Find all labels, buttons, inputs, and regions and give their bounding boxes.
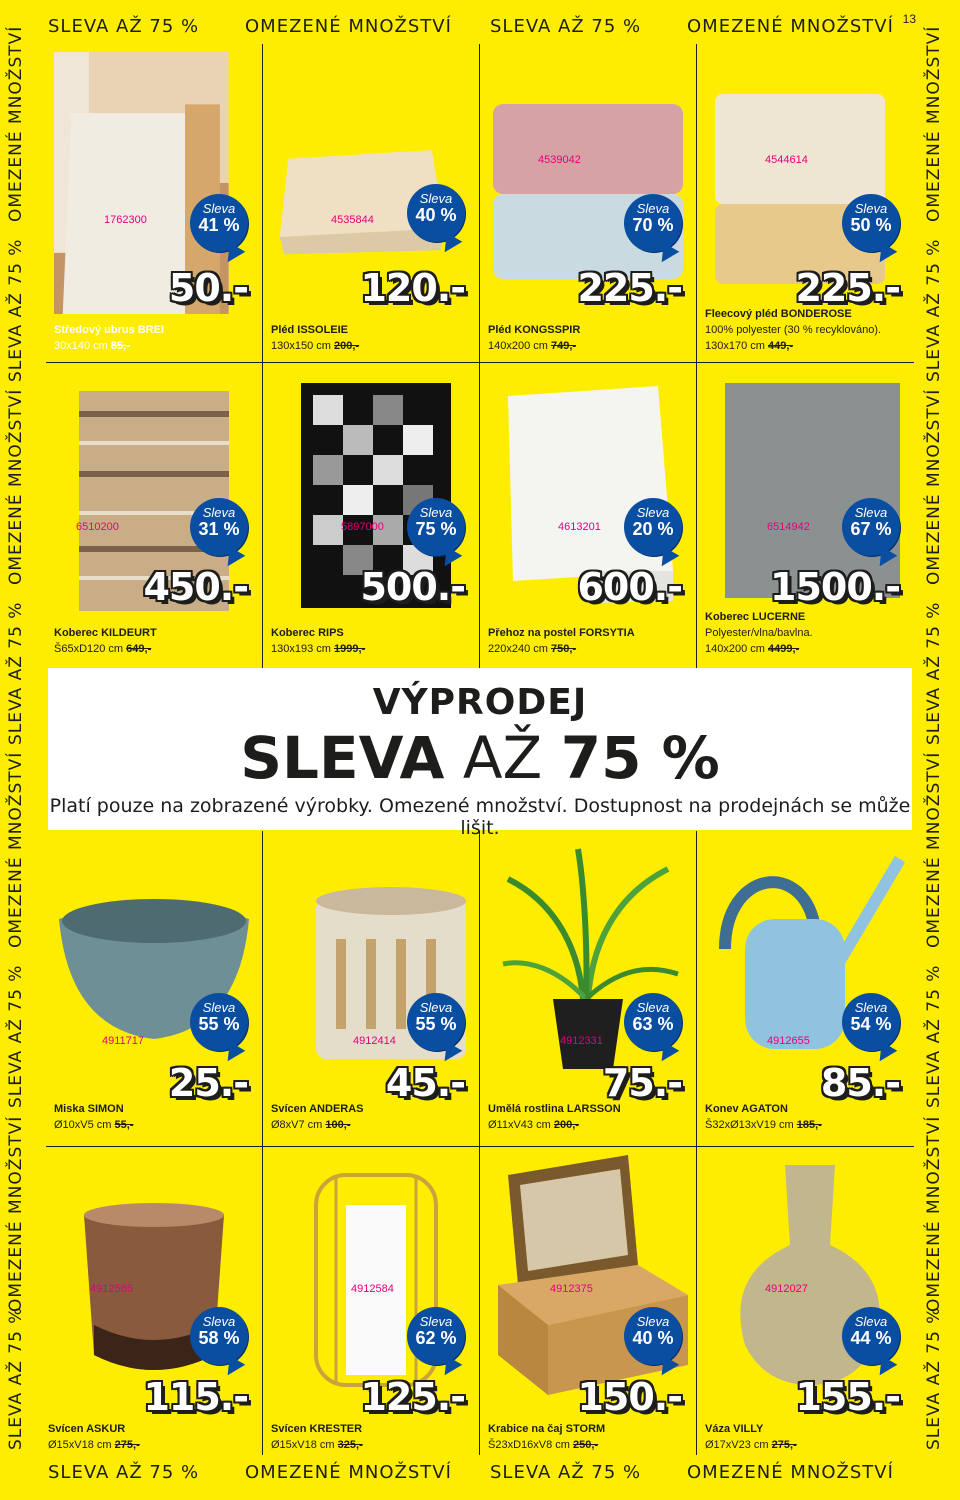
discount-badge (407, 993, 465, 1051)
product-dims (488, 643, 576, 655)
product-name: Přehoz na postel FORSYTIA (488, 627, 635, 639)
page-number: 13 (902, 12, 916, 26)
old-price: 649,- (126, 643, 152, 655)
dims-text: Ø15xV18 cm (271, 1439, 335, 1451)
product-dims (488, 1119, 579, 1131)
discount-badge (624, 1307, 682, 1365)
product-name: Krabice na čaj STORM (488, 1423, 606, 1435)
product-dims (271, 643, 365, 655)
frame-slogan-limited: OMEZENÉ MNOŽSTVÍ (6, 751, 26, 948)
frame-slogan-sale: SLEVA AŽ 75 % (924, 601, 944, 745)
old-price: 250,- (573, 1439, 599, 1451)
product-name: Pléd ISSOLEIE (271, 324, 349, 336)
old-price: 449,- (768, 340, 794, 352)
dims-text: 130x193 cm (271, 643, 331, 655)
discount-badge (842, 993, 900, 1051)
product-card[interactable] (697, 44, 914, 362)
price: 225.- (795, 266, 900, 310)
product-card[interactable] (263, 363, 480, 668)
frame-slogan-sale: SLEVA AŽ 75 % (490, 1462, 642, 1483)
product-name: Koberec LUCERNE (705, 611, 806, 623)
badge-label: Sleva (419, 505, 453, 520)
price: 75.- (602, 1061, 682, 1105)
frame-slogan-sale: SLEVA AŽ 75 % (48, 1462, 200, 1483)
badge-label: Sleva (854, 1314, 888, 1329)
frame-slogan-sale: SLEVA AŽ 75 % (924, 238, 944, 382)
discount-value: 55 % (415, 1014, 457, 1034)
discount-value: 67 % (850, 519, 892, 539)
product-code: 4912027 (765, 1283, 808, 1295)
frame-slogan-sale: SLEVA AŽ 75 % (924, 1306, 944, 1450)
dims-text: Ø8xV7 cm (271, 1119, 323, 1131)
badge-label: Sleva (419, 1314, 453, 1329)
price: 85.- (820, 1061, 900, 1105)
product-code: 4912586 (90, 1283, 133, 1295)
dims-text: Ø10xV5 cm (54, 1119, 112, 1131)
badge-label: Sleva (636, 1000, 670, 1015)
product-dims (48, 1439, 140, 1451)
product-card[interactable] (697, 831, 914, 1146)
dims-text: 30x140 cm (54, 340, 108, 352)
frame-slogan-limited: OMEZENÉ MNOŽSTVÍ (6, 388, 26, 585)
old-price: 85,- (110, 340, 130, 352)
right-frame (924, 0, 954, 1500)
product-code: 4912584 (351, 1283, 394, 1295)
product-row (46, 44, 914, 362)
product-code: 4613201 (558, 521, 601, 533)
product-code: 5897000 (341, 521, 384, 533)
frame-slogan-sale: SLEVA AŽ 75 % (6, 601, 26, 745)
price: 45.- (385, 1061, 465, 1105)
badge-label: Sleva (202, 1314, 236, 1329)
dims-text: Ø17xV23 cm (705, 1439, 769, 1451)
product-card[interactable] (480, 363, 697, 668)
left-frame (6, 0, 36, 1500)
product-name: Koberec KILDEURT (54, 627, 157, 639)
frame-slogan-limited: OMEZENÉ MNOŽSTVÍ (687, 1462, 894, 1483)
product-card[interactable] (263, 831, 480, 1146)
product-dims (705, 340, 793, 352)
badge-label: Sleva (202, 505, 236, 520)
frame-slogan-limited: OMEZENÉ MNOŽSTVÍ (6, 1115, 26, 1312)
product-code: 4912375 (550, 1283, 593, 1295)
frame-slogan-limited: OMEZENÉ MNOŽSTVÍ (924, 1115, 944, 1312)
product-dims (54, 1119, 134, 1131)
discount-badge (190, 194, 248, 252)
dims-text: 140x200 cm (705, 643, 765, 655)
price: 50.- (168, 266, 248, 310)
discount-value: 58 % (198, 1328, 240, 1348)
product-dims (705, 1439, 797, 1451)
badge-label: Sleva (636, 201, 670, 216)
discount-badge (190, 498, 248, 556)
product-code: 6514942 (767, 521, 810, 533)
product-code: 4912414 (353, 1035, 396, 1047)
product-dims (488, 340, 576, 352)
badge-label: Sleva (419, 1000, 453, 1015)
badge-label: Sleva (854, 201, 888, 216)
frame-slogan-sale: SLEVA AŽ 75 % (490, 16, 642, 37)
product-name: Svícen KRESTER (271, 1423, 363, 1435)
product-name: Koberec RIPS (271, 627, 344, 639)
old-price: 4499,- (768, 643, 800, 655)
badge-label: Sleva (636, 1314, 670, 1329)
product-dims (271, 340, 359, 352)
old-price: 275,- (771, 1439, 797, 1451)
product-code: 4535844 (331, 214, 374, 226)
dims-text: Š32xØ13xV19 cm (705, 1119, 794, 1131)
product-card[interactable] (480, 1147, 697, 1455)
product-dims (271, 1119, 351, 1131)
product-name: Svícen ASKUR (48, 1423, 126, 1435)
price: 225.- (577, 266, 682, 310)
product-card[interactable] (46, 44, 263, 362)
frame-slogan-sale: SLEVA AŽ 75 % (6, 964, 26, 1108)
discount-badge (190, 1307, 248, 1365)
price: 450.- (143, 565, 248, 609)
price: 1500.- (770, 565, 900, 609)
dims-text: 220x240 cm (488, 643, 548, 655)
discount-badge (190, 993, 248, 1051)
product-dims (488, 1439, 598, 1451)
product-name: Středový ubrus BREI (54, 324, 165, 336)
discount-value: 20 % (632, 519, 674, 539)
banner-title: VÝPRODEJ (372, 682, 588, 723)
discount-badge (407, 498, 465, 556)
product-card[interactable] (263, 44, 480, 362)
product-card[interactable] (697, 1147, 914, 1455)
frame-slogan-sale: SLEVA AŽ 75 % (48, 16, 200, 37)
dims-text: 130x150 cm (271, 340, 331, 352)
product-row (46, 363, 914, 668)
product-dims (54, 340, 130, 352)
product-card[interactable] (46, 1147, 263, 1455)
product-card[interactable] (263, 1147, 480, 1455)
old-price: 749,- (551, 340, 577, 352)
product-code: 4911717 (102, 1035, 145, 1047)
discount-value: 50 % (850, 215, 892, 235)
dims-text: Š65xD120 cm (54, 643, 124, 655)
product-dims (705, 643, 799, 655)
product-code: 1762300 (104, 214, 147, 226)
frame-slogan-sale: SLEVA AŽ 75 % (924, 964, 944, 1108)
product-card[interactable] (480, 831, 697, 1146)
product-card[interactable] (46, 831, 263, 1146)
discount-badge (624, 993, 682, 1051)
product-name: Miska SIMON (54, 1103, 124, 1115)
price: 125.- (360, 1375, 465, 1419)
old-price: 325,- (337, 1439, 363, 1451)
badge-label: Sleva (419, 191, 453, 206)
discount-value: 70 % (632, 215, 674, 235)
product-desc: Polyester/vlna/bavlna. (705, 627, 813, 639)
dims-text: 130x170 cm (705, 340, 765, 352)
product-code: 4544614 (765, 154, 808, 166)
discount-value: 62 % (415, 1328, 457, 1348)
dims-text: 140x200 cm (488, 340, 548, 352)
product-dims (271, 1439, 363, 1451)
product-code: 4912331 (560, 1035, 603, 1047)
price: 25.- (168, 1061, 248, 1105)
frame-slogan-limited: OMEZENÉ MNOŽSTVÍ (6, 25, 26, 222)
frame-slogan-limited: OMEZENÉ MNOŽSTVÍ (245, 1462, 452, 1483)
discount-value: 40 % (415, 205, 457, 225)
dims-text: Ø11xV43 cm (488, 1119, 551, 1131)
discount-value: 40 % (632, 1328, 674, 1348)
banner-note: Platí pouze na zobrazené výrobky. Omezené množství. Dostupnost na prodejnách se může lišit. (49, 795, 911, 839)
headline-az: AŽ (462, 724, 543, 792)
frame-slogan-limited: OMEZENÉ MNOŽSTVÍ (687, 16, 894, 37)
discount-badge (624, 194, 682, 252)
discount-badge (407, 184, 465, 242)
old-price: 275,- (114, 1439, 140, 1451)
price: 500.- (360, 565, 465, 609)
price: 150.- (577, 1375, 682, 1419)
price: 115.- (143, 1375, 248, 1419)
discount-badge (624, 498, 682, 556)
frame-slogan-limited: OMEZENÉ MNOŽSTVÍ (924, 25, 944, 222)
artificial-plant-image (488, 839, 688, 1099)
badge-label: Sleva (202, 201, 236, 216)
product-dims (705, 1119, 822, 1131)
discount-value: 63 % (632, 1014, 674, 1034)
product-card[interactable] (480, 44, 697, 362)
discount-value: 31 % (198, 519, 240, 539)
badge-label: Sleva (202, 1000, 236, 1015)
headline-sleva: SLEVA (240, 724, 445, 792)
dims-text: Š23xD16xV8 cm (488, 1439, 570, 1451)
old-price: 1999,- (334, 643, 366, 655)
product-card[interactable] (697, 363, 914, 668)
sale-banner (48, 668, 912, 839)
badge-label: Sleva (854, 1000, 888, 1015)
product-code: 4539042 (538, 154, 581, 166)
headline-percent: 75 % (560, 724, 720, 792)
old-price: 185,- (796, 1119, 822, 1131)
product-code: 6510200 (76, 521, 119, 533)
banner-headline (48, 724, 912, 792)
discount-value: 41 % (198, 215, 240, 235)
discount-badge (842, 194, 900, 252)
frame-slogan-sale: SLEVA AŽ 75 % (6, 238, 26, 382)
product-name: Váza VILLY (705, 1423, 764, 1435)
discount-value: 54 % (850, 1014, 892, 1034)
product-dims (54, 643, 151, 655)
product-name: Svícen ANDERAS (271, 1103, 364, 1115)
product-code: 4912655 (767, 1035, 810, 1047)
discount-badge (407, 1307, 465, 1365)
product-card[interactable] (46, 363, 263, 668)
price: 600.- (577, 565, 682, 609)
discount-value: 55 % (198, 1014, 240, 1034)
old-price: 750,- (551, 643, 577, 655)
old-price: 100,- (325, 1119, 351, 1131)
product-name: Pléd KONGSSPIR (488, 324, 581, 336)
discount-value: 44 % (850, 1328, 892, 1348)
old-price: 200,- (553, 1119, 579, 1131)
frame-slogan-limited: OMEZENÉ MNOŽSTVÍ (924, 388, 944, 585)
old-price: 55,- (114, 1119, 134, 1131)
product-desc: 100% polyester (30 % recyklováno). (705, 324, 882, 336)
discount-value: 75 % (415, 519, 457, 539)
frame-slogan-sale: SLEVA AŽ 75 % (6, 1306, 26, 1450)
frame-slogan-limited: OMEZENÉ MNOŽSTVÍ (245, 16, 452, 37)
product-name: Fleecový pléd BONDEROSE (705, 308, 852, 320)
price: 120.- (360, 266, 465, 310)
dims-text: Ø15xV18 cm (48, 1439, 112, 1451)
product-row (46, 831, 914, 1146)
badge-label: Sleva (636, 505, 670, 520)
badge-label: Sleva (854, 505, 888, 520)
price: 155.- (795, 1375, 900, 1419)
old-price: 200,- (334, 340, 360, 352)
product-name: Konev AGATON (705, 1103, 788, 1115)
product-row (46, 1147, 914, 1455)
frame-slogan-limited: OMEZENÉ MNOŽSTVÍ (924, 751, 944, 948)
discount-badge (842, 498, 900, 556)
discount-badge (842, 1307, 900, 1365)
product-name: Umělá rostlina LARSSON (488, 1103, 621, 1115)
